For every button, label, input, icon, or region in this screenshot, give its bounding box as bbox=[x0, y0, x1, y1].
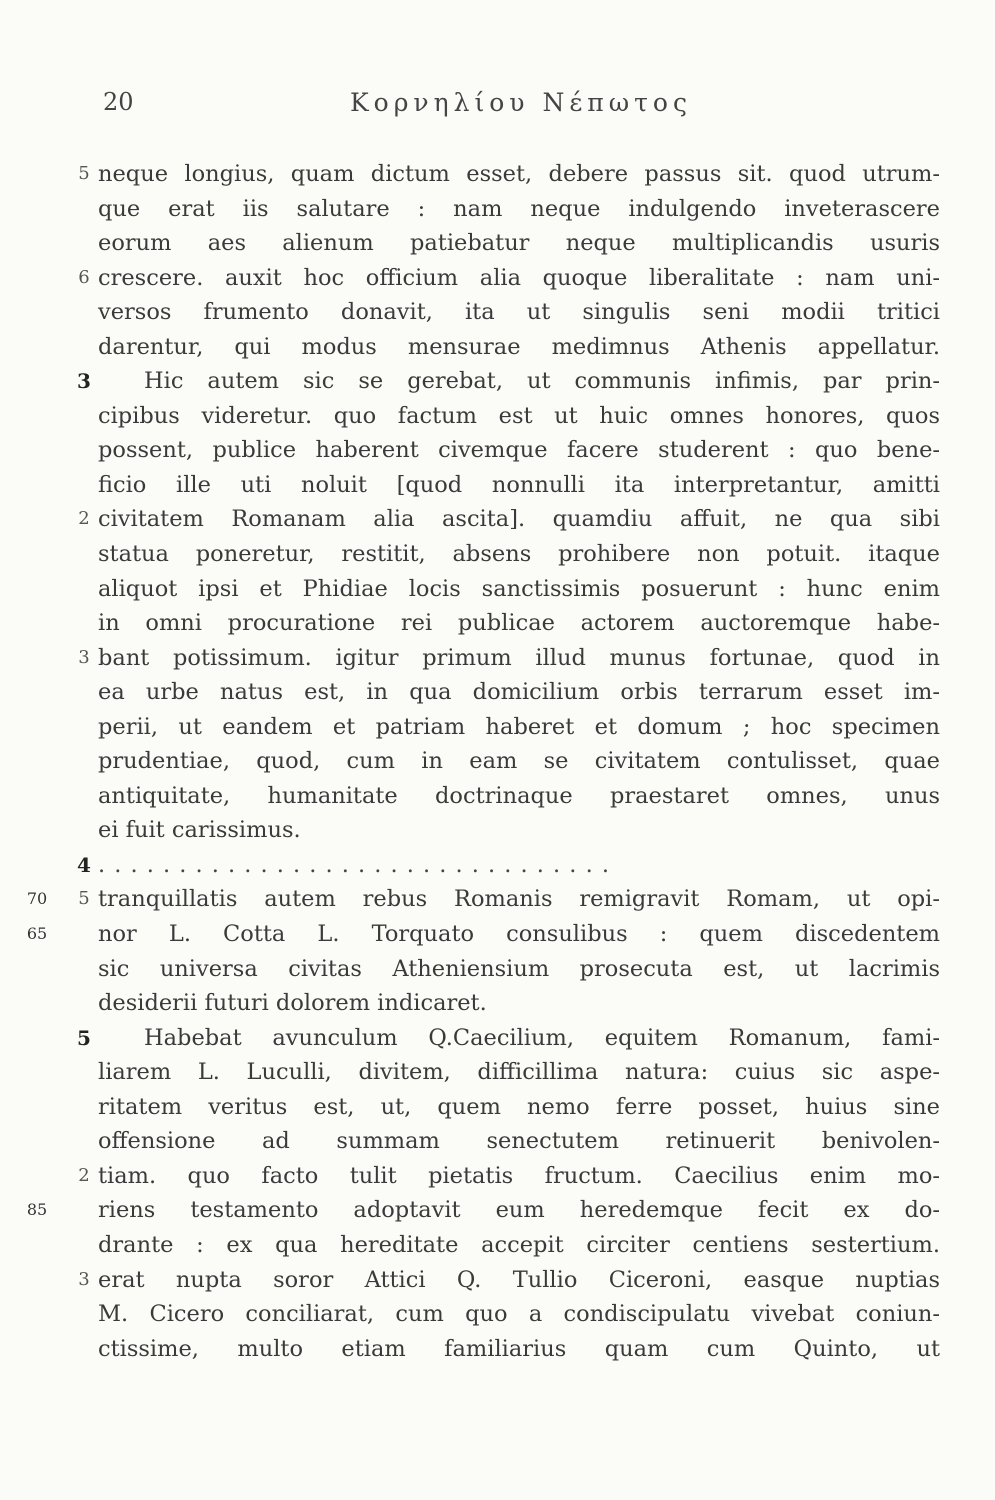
line-text: desiderii futuri dolorem indicaret. bbox=[98, 990, 487, 1017]
section-number: 3 bbox=[78, 1268, 90, 1290]
text-line bbox=[0, 364, 995, 399]
line-text: ea urbe natus est, in qua domicilium orbis terrarum esset im- bbox=[98, 679, 940, 706]
text-line bbox=[0, 1263, 995, 1298]
text-line bbox=[0, 1193, 995, 1228]
line-text: erat nupta soror Attici Q. Tullio Ciceroni, easque nuptias bbox=[98, 1266, 940, 1293]
line-text: liarem L. Luculli, divitem, difficillima natura: cuius sic aspe- bbox=[98, 1059, 940, 1086]
line-text: Habebat avunculum Q.Caecilium, equitem Romanum, fami- bbox=[144, 1024, 940, 1051]
text-line bbox=[0, 1332, 995, 1367]
line-text: perii, ut eandem et patriam haberet et domum ; hoc specimen bbox=[98, 713, 940, 740]
line-text: versos frumento donavit, ita ut singulis seni modii tritici bbox=[98, 299, 940, 326]
text-line bbox=[0, 502, 995, 537]
line-text: crescere. auxit hoc officium alia quoque liberalitate : nam uni- bbox=[98, 264, 940, 291]
line-text: possent, publice haberent civemque facere studerent : quo bene- bbox=[98, 437, 940, 464]
line-text: nor L. Cotta L. Torquato consulibus : quem discedentem bbox=[98, 921, 940, 948]
text-line bbox=[0, 1228, 995, 1263]
line-text: sic universa civitas Atheniensium prosecuta est, ut lacrimis bbox=[98, 955, 940, 982]
lacuna-dots: ................................ bbox=[98, 851, 619, 878]
text-line bbox=[0, 986, 995, 1021]
text-line bbox=[0, 744, 995, 779]
chapter-number: 5 bbox=[77, 1025, 91, 1050]
outer-line-number: 70 bbox=[26, 889, 48, 909]
text-line bbox=[0, 917, 995, 952]
body-text bbox=[0, 157, 995, 1366]
text-line bbox=[0, 295, 995, 330]
page-number: 20 bbox=[103, 88, 134, 116]
line-text: statua poneretur, restitit, absens prohibere non potuit. itaque bbox=[98, 541, 940, 568]
line-text: que erat iis salutare : nam neque indulgendo inveterascere bbox=[98, 195, 940, 222]
section-number: 5 bbox=[78, 888, 90, 910]
text-line bbox=[0, 572, 995, 607]
text-line bbox=[0, 675, 995, 710]
text-line bbox=[0, 1055, 995, 1090]
text-line bbox=[0, 537, 995, 572]
text-line bbox=[0, 813, 995, 848]
section-number: 3 bbox=[78, 646, 90, 668]
text-line bbox=[0, 848, 995, 883]
text-line bbox=[0, 192, 995, 227]
chapter-number: 4 bbox=[77, 852, 91, 877]
chapter-number: 3 bbox=[77, 369, 91, 394]
line-text: in omni procuratione rei publicae actorem auctoremque habe- bbox=[98, 610, 940, 637]
section-number: 6 bbox=[78, 266, 90, 288]
running-title: Κορνηλίου Νέπωτος bbox=[350, 88, 692, 117]
text-line bbox=[0, 1124, 995, 1159]
text-line bbox=[0, 641, 995, 676]
text-line bbox=[0, 330, 995, 365]
line-text: Hic autem sic se gerebat, ut communis infimis, par prin- bbox=[144, 368, 940, 395]
line-text: M. Cicero conciliarat, cum quo a condiscipulatu vivebat coniun- bbox=[98, 1301, 940, 1328]
line-text: eorum aes alienum patiebatur neque multiplicandis usuris bbox=[98, 230, 940, 257]
section-number: 5 bbox=[78, 163, 90, 184]
section-number: 2 bbox=[78, 508, 90, 530]
text-line bbox=[0, 882, 995, 917]
line-text: bant potissimum. igitur primum illud munus fortunae, quod in bbox=[98, 644, 940, 671]
text-line bbox=[0, 952, 995, 987]
line-text: antiquitate, humanitate doctrinaque praestaret omnes, unus bbox=[98, 782, 940, 809]
outer-line-number: 85 bbox=[26, 1200, 48, 1220]
line-text: ficio ille uti noluit [quod nonnulli ita interpretantur, amitti bbox=[98, 471, 940, 498]
text-line bbox=[0, 1021, 995, 1056]
text-line bbox=[0, 157, 995, 192]
line-text: ei fuit carissimus. bbox=[98, 817, 301, 844]
line-text: darentur, qui modus mensurae medimnus Athenis appellatur. bbox=[98, 333, 940, 360]
text-line bbox=[0, 1297, 995, 1332]
text-line bbox=[0, 433, 995, 468]
text-line bbox=[0, 1159, 995, 1194]
line-text: cipibus videretur. quo factum est ut huic omnes honores, quos bbox=[98, 402, 940, 429]
line-text: aliquot ipsi et Phidiae locis sanctissimis posuerunt : hunc enim bbox=[98, 575, 940, 602]
text-line bbox=[0, 1090, 995, 1125]
line-text: tranquillatis autem rebus Romanis remigravit Romam, ut opi- bbox=[98, 886, 940, 913]
section-number: 2 bbox=[78, 1164, 90, 1186]
line-text: civitatem Romanam alia ascita]. quamdiu affuit, ne qua sibi bbox=[98, 506, 940, 533]
text-line bbox=[0, 226, 995, 261]
outer-line-number: 65 bbox=[26, 924, 48, 944]
line-text: neque longius, quam dictum esset, debere passus sit. quod utrum- bbox=[98, 161, 940, 187]
line-text: ctissime, multo etiam familiarius quam cum Quinto, ut bbox=[98, 1335, 940, 1362]
line-text: drante : ex qua hereditate accepit circiter centiens sestertium. bbox=[98, 1231, 940, 1258]
line-text: offensione ad summam senectutem retinuerit benivolen- bbox=[98, 1128, 940, 1155]
text-line bbox=[0, 399, 995, 434]
text-line bbox=[0, 779, 995, 814]
text-line bbox=[0, 710, 995, 745]
text-line bbox=[0, 261, 995, 296]
text-line bbox=[0, 606, 995, 641]
text-line bbox=[0, 468, 995, 503]
page-header bbox=[0, 88, 995, 122]
line-text: riens testamento adoptavit eum heredemque fecit ex do- bbox=[98, 1197, 940, 1224]
line-text: prudentiae, quod, cum in eam se civitatem contulisset, quae bbox=[98, 748, 940, 775]
line-text: ritatem veritus est, ut, quem nemo ferre posset, huius sine bbox=[98, 1093, 940, 1120]
line-text: tiam. quo facto tulit pietatis fructum. Caecilius enim mo- bbox=[98, 1162, 940, 1189]
